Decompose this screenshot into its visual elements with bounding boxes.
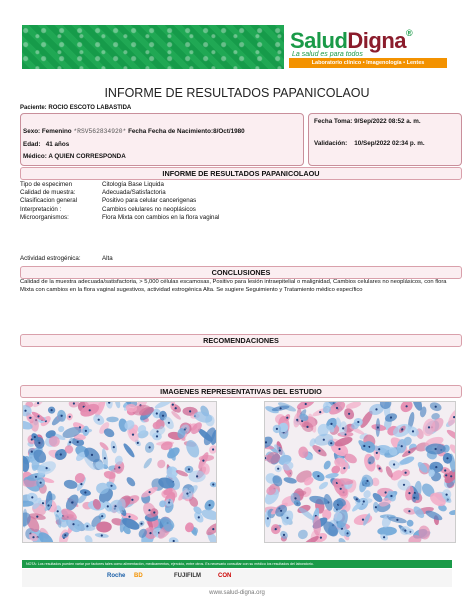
images-heading: IMAGENES REPRESENTATIVAS DEL ESTUDIO	[20, 385, 462, 398]
result-label: Calidad de muestra:	[20, 189, 76, 197]
result-value: Cambios celulares no neoplásicos	[102, 205, 196, 213]
doctor-line: Médico: A QUIEN CORRESPONDA	[23, 153, 126, 160]
sex-dob-line: Sexo: Femenino *RSV562834920* Fecha Fecha de Nacimiento:8/Oct/1980	[23, 128, 245, 135]
validation-date: Validación: 10/Sep/2022 02:34 p. m.	[314, 140, 425, 147]
result-label: Microorganismos:	[20, 213, 69, 221]
cytology-image-1	[22, 401, 217, 543]
result-label: Interpretación :	[20, 205, 62, 213]
taken-date: Fecha Toma: 9/Sep/2022 08:52 a. m.	[314, 118, 421, 125]
logo-services-strip: Laboratorio clínico • Imagenología • Lentes	[289, 58, 447, 68]
header-banner	[22, 25, 284, 69]
cytology-image-2	[264, 401, 456, 543]
patient-line: Paciente: ROCIO ESCOTO LABASTIDA	[20, 105, 132, 111]
result-row	[20, 206, 460, 214]
results-heading: INFORME DE RESULTADOS PAPANICOLAOU	[20, 167, 462, 180]
conclusions-heading: CONCLUSIONES	[20, 266, 462, 279]
logo-con: CON	[218, 573, 232, 579]
result-label: Tipo de especimen	[20, 181, 73, 188]
logo: SaludDigna®	[290, 28, 413, 53]
logo-fujifilm: FUJIFILM	[174, 573, 201, 579]
footer-note: NOTA: Los resultados pueden variar por factores tales como alimentación, medicamentos, ejercicio, entre otros. Es necesario consultar con su médico los resultados del laboratorio.	[22, 560, 452, 568]
footer-url: www.salud-digna.org	[209, 590, 265, 596]
logo-roche: Roche	[107, 573, 126, 579]
footer-logos	[22, 569, 452, 587]
recommendations-heading: RECOMENDACIONES	[20, 334, 462, 347]
age-line: Edad: 41 años	[23, 141, 70, 148]
conclusions-text: Calidad de la muestra adecuada/satisfactoria, > 5,000 células escamosas, Positivo para lesión intraepitelial o malignidad, Cambios celulares no neoplásicos, con flora Mixta con cambios en la flora vaginal sugestivos, actividad estrogénica Alta. Se sugiere Seguimiento y Tratamiento médico específico	[20, 279, 447, 293]
result-label: Clasificacion general	[20, 197, 78, 205]
result-row	[20, 197, 460, 205]
result-value: Citología Base Liquida	[102, 181, 164, 188]
logo-bd: BD	[134, 573, 143, 579]
result-value: Positivo para celular cancerigenas	[102, 197, 197, 205]
result-value: Adecuada/Satisfactoria	[102, 189, 166, 197]
result-row	[20, 214, 460, 222]
result-value: Flora Mixta con cambios en la flora vaginal	[102, 213, 220, 221]
dates-box	[308, 113, 462, 166]
result-row	[20, 181, 460, 189]
result-row	[20, 189, 460, 197]
patient-info-box	[20, 113, 304, 166]
logo-tagline: La salud es para todos	[292, 51, 363, 58]
estrogenic-activity: Actividad estrogénica: Alta	[20, 255, 113, 262]
results-table	[20, 181, 460, 222]
page-title: INFORME DE RESULTADOS PAPANICOLAOU	[104, 86, 370, 100]
